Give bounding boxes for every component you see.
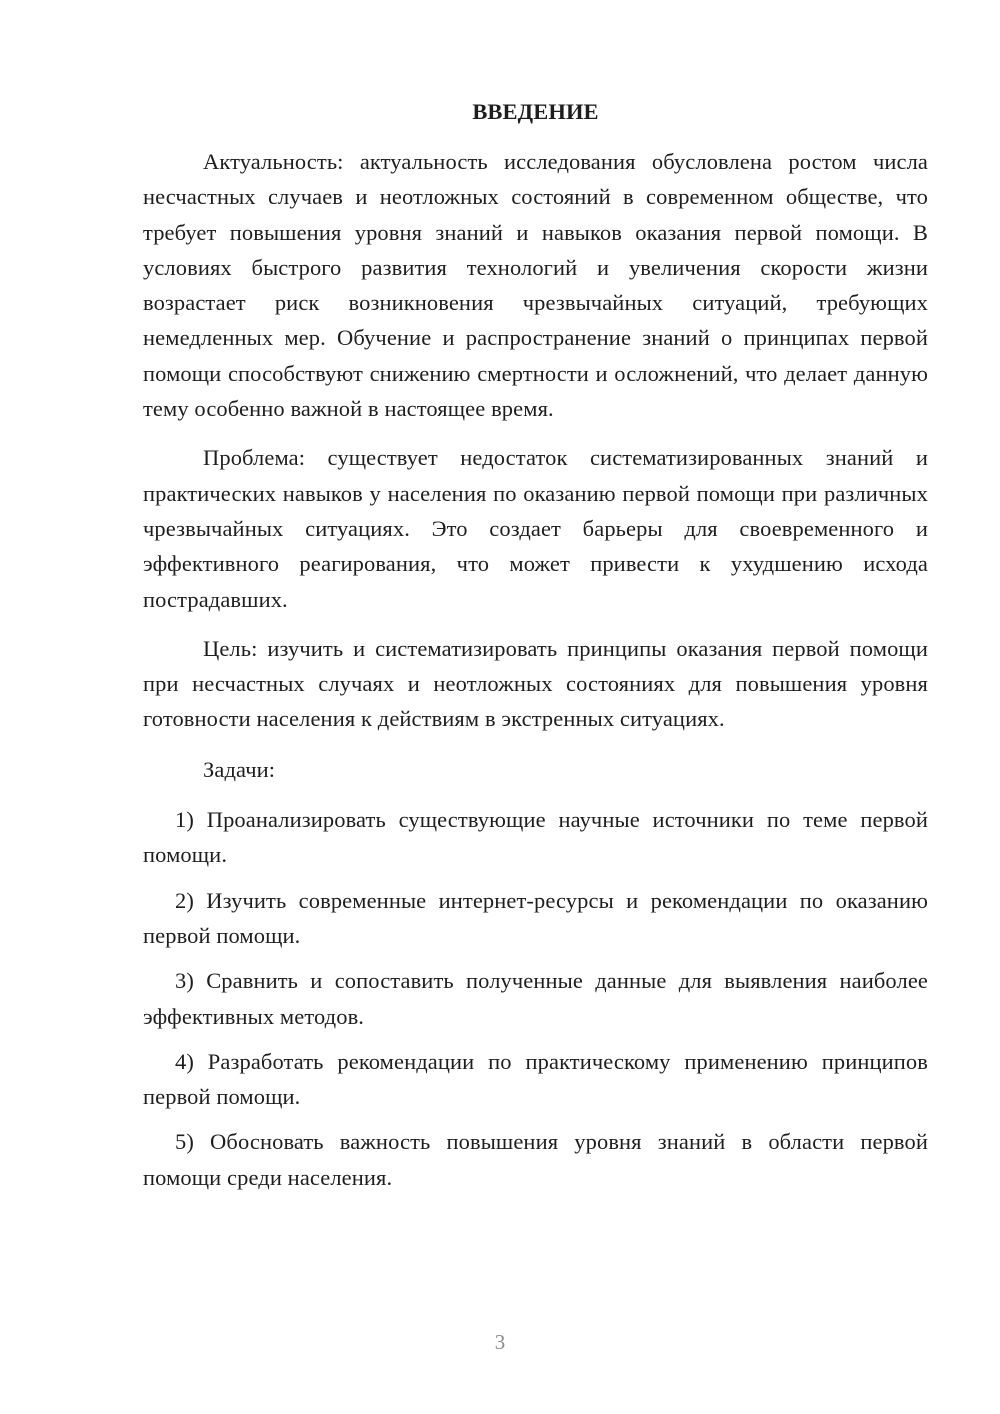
page-title: ВВЕДЕНИЕ — [472, 99, 599, 124]
page-content — [143, 94, 928, 1205]
paragraph-problem: Проблема: существует недостаток систематизированных знаний и практических навыков у населения по оказанию первой помощи при различных чрезвычайных ситуациях. Это создает барьеры для своевременного и эффективного реагирования, что может привести к ухудшению исхода пострадавших. — [143, 445, 928, 612]
tasks-label: Задачи: — [203, 756, 276, 782]
paragraph-relevance: Актуальность: актуальность исследования обусловлена ростом числа несчастных случаев и неотложных состояний в современном обществе, что требует повышения уровня знаний и навыков оказания первой помощи. В условиях быстрого развития технологий и увеличения скорости жизни возрастает риск возникновения чрезвычайных ситуаций, требующих немедленных мер. Обучение и распространение знаний о принципах первой помощи способствуют снижению смертности и осложнений, что делает данную тему особенно важной в настоящее время. — [143, 149, 928, 422]
page-number: 3 — [494, 1330, 506, 1354]
list-item: 4) Разработать рекомендации по практическому применению принципов первой помощи. — [143, 1048, 928, 1110]
list-item: 5) Обосновать важность повышения уровня знаний в области первой помощи среди населения. — [143, 1129, 928, 1190]
list-item: 1) Проанализировать существующие научные источники по теме первой помощи. — [143, 807, 928, 868]
list-item: 2) Изучить современные интернет-ресурсы и рекомендации по оказанию первой помощи. — [143, 887, 928, 948]
tasks-list — [143, 802, 928, 1195]
paragraph-goal: Цель: изучить и систематизировать принципы оказания первой помощи при несчастных случаях и неотложных состояниях для повышения уровня готовности населения к действиям в экстренных ситуациях. — [143, 635, 928, 732]
list-item: 3) Сравнить и сопоставить полученные данные для выявления наиболее эффективных методов. — [143, 968, 928, 1029]
